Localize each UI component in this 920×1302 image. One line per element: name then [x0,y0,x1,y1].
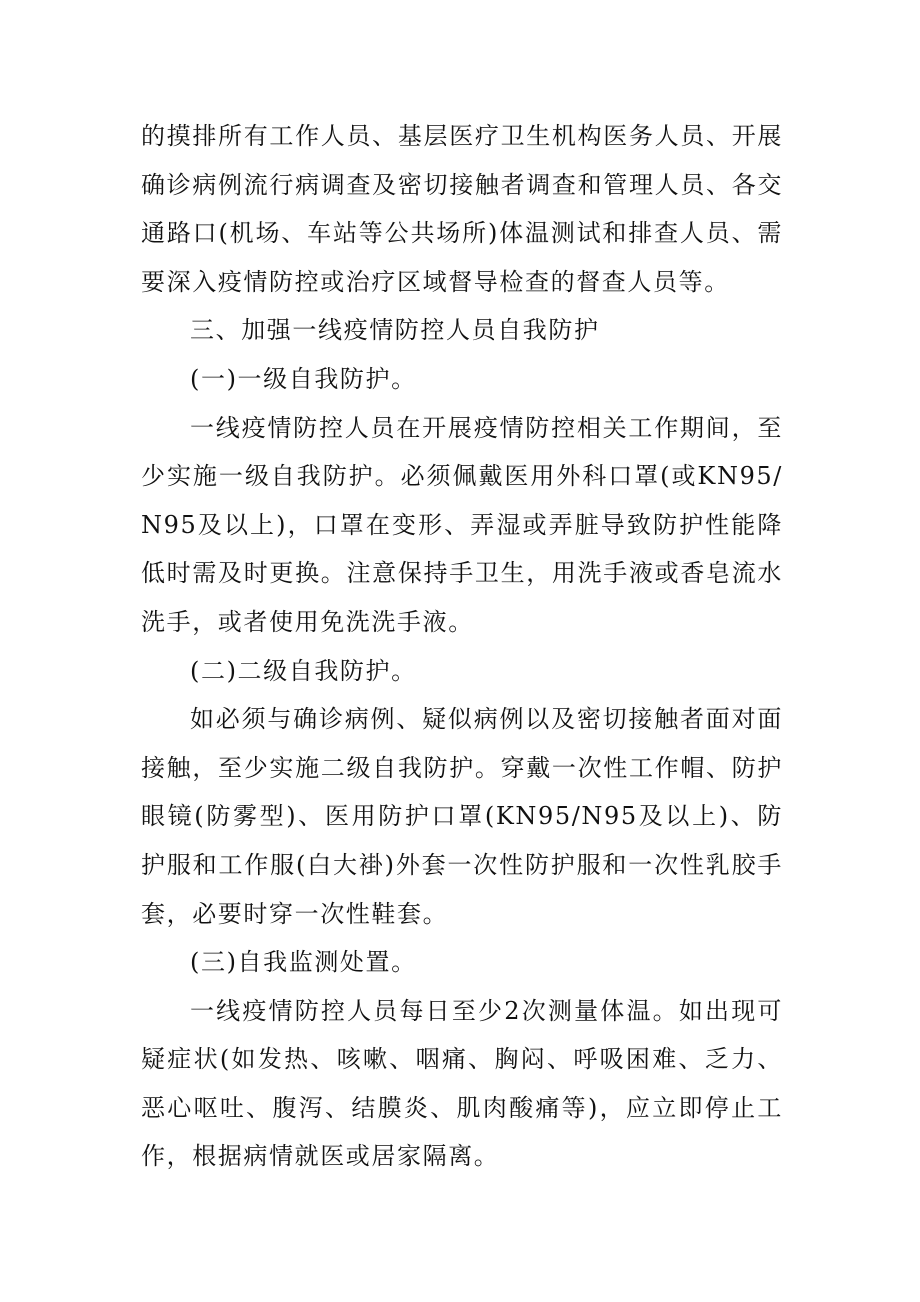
section-heading: 三、加强一线疫情防控人员自我防护 [190,316,600,345]
subsection-heading-2: (二)二级自我防护。 [190,656,417,685]
subsection-heading-1: (一)一级自我防护。 [190,364,417,393]
paragraph-level-2-protection: 如必须与确诊病例、疑似病例以及密切接触者面对面接触，至少实施二级自我防护。穿戴一次性工作帽、防护眼镜(防雾型)、医用防护口罩(KN95/N95及以上)、防护服和工作服(白大褂)外套一次性防护服和一次性乳胶手套，必要时穿一次性鞋套。 [141,705,783,928]
subsection-heading-3: (三)自我监测处置。 [190,948,417,977]
paragraph-level-1-protection: 一线疫情防控人员在开展疫情防控相关工作期间，至少实施一级自我防护。必须佩戴医用外科口罩(或KN95/N95及以上)，口罩在变形、弄湿或弄脏导致防护性能降低时需及时更换。注意保持手卫生，用洗手液或香皂流水洗手，或者使用免洗洗手液。 [141,413,783,636]
paragraph-self-monitoring: 一线疫情防控人员每日至少2次测量体温。如出现可疑症状(如发热、咳嗽、咽痛、胸闷、呼吸困难、乏力、恶心呕吐、腹泻、结膜炎、肌肉酸痛等)，应立即停止工作，根据病情就医或居家隔离。 [141,996,783,1171]
document-body [141,112,783,1181]
paragraph-continuation: 的摸排所有工作人员、基层医疗卫生机构医务人员、开展确诊病例流行病调查及密切接触者调查和管理人员、各交通路口(机场、车站等公共场所)体温测试和排查人员、需要深入疫情防控或治疗区域督导检查的督查人员等。 [141,122,783,296]
